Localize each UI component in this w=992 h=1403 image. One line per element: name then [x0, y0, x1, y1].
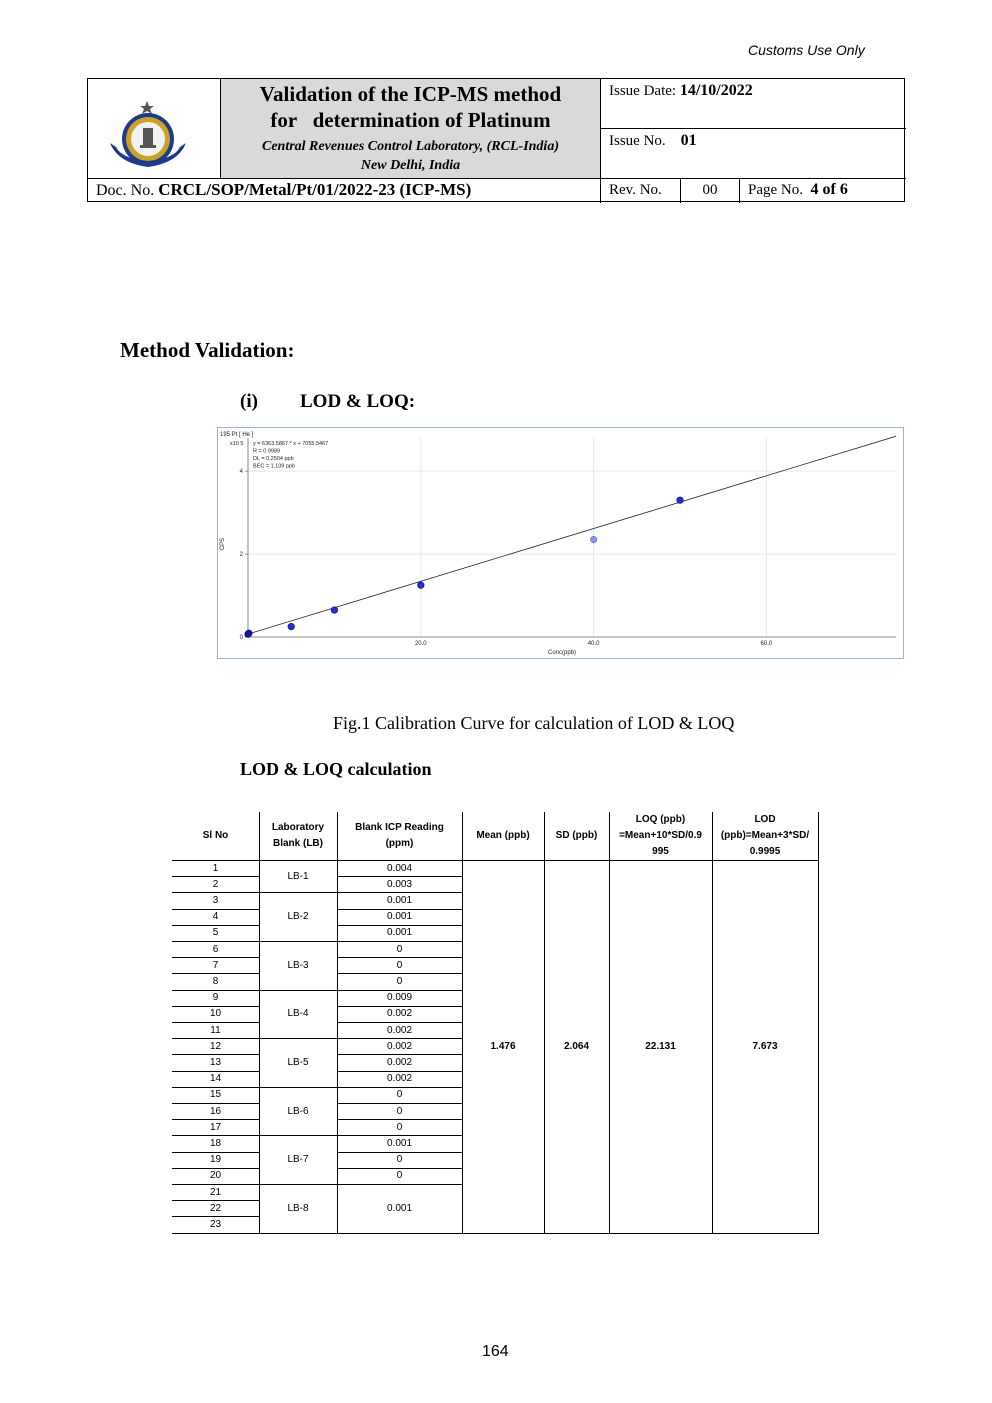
group-rule: [259, 1184, 338, 1185]
sl-no-cell: 9: [212, 992, 219, 1004]
lab-blank-group: LB-4: [287, 1008, 309, 1020]
title-line-2: for determination of Platinum: [270, 108, 551, 132]
reading-cell: 0.004: [386, 862, 413, 874]
row-rule: [172, 1103, 260, 1104]
calibration-chart: [217, 427, 904, 659]
figure-caption: Fig.1 Calibration Curve for calculation of LOD & LOQ: [333, 713, 735, 733]
sd-value: 2.064: [563, 1040, 590, 1052]
column-rule: [609, 812, 610, 1234]
row-rule: [172, 957, 260, 958]
row-rule: [337, 1152, 463, 1153]
sl-no-cell: 4: [212, 911, 219, 923]
group-rule: [259, 941, 338, 942]
group-rule: [259, 1038, 338, 1039]
reading-cell-lb8: 0.001: [386, 1202, 413, 1214]
row-rule: [337, 1006, 463, 1007]
subsection-number: (i): [240, 391, 258, 412]
row-rule: [172, 876, 260, 877]
emblem-logo-icon: [88, 79, 221, 179]
row-rule: [172, 990, 260, 991]
row-rule: [172, 925, 260, 926]
row-rule: [337, 1038, 463, 1039]
document-header-table: [87, 78, 905, 202]
header-sl-no: Sl No: [202, 830, 229, 841]
reading-cell: 0: [396, 959, 403, 971]
page-number: 164: [482, 1343, 509, 1360]
row-rule: [337, 876, 463, 877]
mean-value: 1.476: [490, 1040, 516, 1052]
sl-no-cell: 19: [209, 1154, 222, 1166]
sl-no-cell: 23: [209, 1218, 222, 1230]
group-rule: [259, 1087, 338, 1088]
column-rule: [544, 812, 545, 1234]
row-rule: [172, 941, 260, 942]
row-rule: [337, 892, 463, 893]
row-rule: [172, 1022, 260, 1023]
lod-value: 7.673: [752, 1040, 778, 1052]
issue-no-cell: [601, 129, 906, 179]
lab-blank-group: LB-2: [287, 911, 309, 923]
row-rule: [337, 1135, 463, 1136]
sl-no-cell: 8: [212, 975, 219, 987]
reading-cell: 0.002: [386, 1056, 413, 1068]
row-rule: [337, 973, 463, 974]
fit-line: [252, 436, 896, 633]
subsection-title: LOD & LOQ:: [300, 391, 416, 412]
header-loq: LOQ (ppb) =Mean+10*SD/0.9 995: [619, 814, 702, 857]
fit-annotation: BEC = 1.109 ppb: [253, 463, 296, 470]
row-rule: [337, 957, 463, 958]
org-line-2: New Delhi, India: [360, 158, 461, 173]
row-rule: [337, 1022, 463, 1023]
column-rule: [259, 812, 260, 1234]
sl-no-cell: 20: [209, 1170, 222, 1182]
sl-no-cell: 22: [209, 1202, 222, 1214]
data-point: [677, 497, 684, 504]
sl-no-cell: 11: [210, 1024, 221, 1036]
x-axis-label: Conc(ppb): [547, 650, 577, 656]
row-rule: [337, 990, 463, 991]
header-sd: SD (ppb): [555, 830, 598, 841]
row-rule: [172, 1054, 260, 1055]
row-rule: [172, 1184, 260, 1185]
data-point: [331, 607, 338, 614]
reading-cell: 0.002: [386, 1024, 413, 1036]
row-rule: [172, 1119, 260, 1120]
sl-no-cell: 5: [212, 927, 219, 939]
lab-blank-group: LB-1: [287, 870, 309, 882]
sl-no-cell: 2: [212, 878, 219, 890]
lab-blank-group: LB-7: [287, 1154, 309, 1166]
y-multiplier: x10 5: [230, 441, 244, 447]
reading-cell: 0.002: [386, 1073, 413, 1085]
row-rule: [172, 1168, 260, 1169]
column-rule: [712, 812, 713, 1234]
page-no-value: 4 of 6: [810, 181, 848, 198]
row-rule: [172, 1216, 260, 1217]
group-rule: [259, 1135, 338, 1136]
issue-date-label: Issue Date:: [609, 83, 677, 99]
rev-no-value: 00: [681, 179, 740, 203]
y-tick-label: 0: [239, 635, 243, 641]
fit-annotation: R = 0.9989: [253, 448, 281, 455]
rev-no-label: Rev. No.: [601, 179, 681, 203]
y-axis-label: CPS: [220, 537, 226, 551]
reading-cell: 0: [396, 1170, 403, 1182]
sl-no-cell: 16: [209, 1105, 222, 1117]
sl-no-cell: 3: [212, 894, 219, 906]
lab-blank-group: LB-3: [287, 959, 309, 971]
issue-date-cell: [601, 79, 906, 129]
fit-annotation: y = 6363.5867 * x + 7055.5467: [253, 441, 329, 447]
sl-no-cell: 10: [209, 1008, 222, 1020]
document-title-cell: [221, 79, 601, 179]
sl-no-cell: 18: [209, 1137, 222, 1149]
chart-title: 195 Pt [ He ]: [220, 432, 254, 438]
row-rule: [172, 1200, 260, 1201]
sl-no-cell: 7: [212, 959, 219, 971]
lab-blank-group: LB-8: [287, 1202, 309, 1214]
x-tick-label: 60.0: [760, 641, 773, 647]
row-rule: [337, 1119, 463, 1120]
row-rule: [337, 1071, 463, 1072]
sl-no-cell: 12: [209, 1040, 222, 1052]
y-tick-label: 4: [239, 469, 243, 476]
header-blank-reading: Blank ICP Reading (ppm): [355, 822, 444, 849]
data-point: [288, 623, 295, 630]
row-rule: [172, 1071, 260, 1072]
reading-cell: 0.009: [386, 992, 413, 1004]
row-rule: [337, 1054, 463, 1055]
y-tick-label: 2: [239, 552, 243, 559]
column-rule: [818, 812, 819, 1234]
column-rule: [337, 812, 338, 1234]
data-point: [418, 582, 425, 589]
row-rule: [337, 1087, 463, 1088]
issue-no-label: Issue No.: [609, 133, 666, 149]
emblem-logo-cell: [88, 79, 221, 179]
bottom-rule: [172, 1233, 819, 1234]
row-rule: [337, 909, 463, 910]
loq-value: 22.131: [645, 1040, 676, 1052]
reading-cell: 0: [396, 975, 403, 987]
x-tick-label: 20.0: [414, 641, 427, 647]
header-lab-blank: Laboratory Blank (LB): [271, 822, 325, 849]
row-rule: [172, 909, 260, 910]
row-rule: [172, 973, 260, 974]
data-point: [590, 536, 597, 543]
sl-no-cell: 17: [209, 1121, 222, 1133]
row-rule: [337, 1103, 463, 1104]
reading-cell: 0: [396, 943, 403, 955]
reading-cell: 0.003: [386, 878, 413, 890]
reading-cell: 0.002: [386, 1008, 413, 1020]
header-rule: [172, 860, 819, 861]
calculation-title: LOD & LOQ calculation: [240, 759, 432, 779]
sl-no-cell: 21: [209, 1186, 222, 1198]
reading-cell: 0: [396, 1121, 403, 1133]
row-rule: [172, 1135, 260, 1136]
row-rule: [337, 925, 463, 926]
issue-no-value: 01: [680, 132, 697, 149]
row-rule: [172, 1006, 260, 1007]
reading-cell: 0.002: [386, 1040, 413, 1052]
group-rule: [259, 892, 338, 893]
row-rule: [337, 941, 463, 942]
sl-no-cell: 14: [209, 1073, 222, 1085]
doc-no-label: Doc. No.: [96, 182, 155, 199]
header-mean: Mean (ppb): [476, 830, 530, 841]
reading-cell: 0: [396, 1154, 403, 1166]
x-tick-label: 40.0: [587, 641, 600, 647]
header-lod: LOD (ppb)=Mean+3*SD/ 0.9995: [720, 814, 810, 857]
group-rule: [259, 990, 338, 991]
row-rule: [172, 892, 260, 893]
row-rule: [172, 1152, 260, 1153]
calibration-chart-svg: [218, 428, 903, 658]
row-rule: [172, 1038, 260, 1039]
section-heading: Method Validation:: [120, 338, 295, 362]
issue-date-value: 14/10/2022: [679, 82, 753, 99]
reading-cell: 0.001: [386, 911, 413, 923]
row-rule: [337, 1168, 463, 1169]
page-no-label: Page No.: [748, 182, 803, 198]
reading-cell: 0.001: [386, 894, 413, 906]
org-line-1: Central Revenues Control Laboratory, (RCL-India): [261, 139, 559, 154]
reading-cell: 0.001: [386, 1137, 413, 1149]
lod-loq-table: [172, 812, 819, 1234]
sl-no-cell: 1: [212, 862, 219, 874]
sl-no-cell: 15: [209, 1089, 222, 1101]
doc-no-value: CRCL/SOP/Metal/Pt/01/2022-23 (ICP-MS): [158, 180, 472, 199]
lab-blank-group: LB-6: [287, 1105, 309, 1117]
reading-cell: 0: [396, 1105, 403, 1117]
fit-annotation: DL = 0.2504 ppb: [253, 456, 294, 462]
sl-no-cell: 13: [209, 1056, 222, 1068]
data-point: [246, 630, 253, 637]
row-rule: [337, 1184, 463, 1185]
doc-no-cell: [88, 179, 601, 203]
reading-cell: 0.001: [386, 927, 413, 939]
lab-blank-group: LB-5: [287, 1056, 309, 1068]
sl-no-cell: 6: [212, 943, 219, 955]
title-line-1: Validation of the ICP-MS method: [259, 82, 562, 106]
reading-cell: 0: [396, 1089, 403, 1101]
customs-use-note: Customs Use Only: [748, 42, 865, 58]
column-rule: [462, 812, 463, 1234]
page-no-cell: [740, 179, 906, 203]
row-rule: [172, 1087, 260, 1088]
